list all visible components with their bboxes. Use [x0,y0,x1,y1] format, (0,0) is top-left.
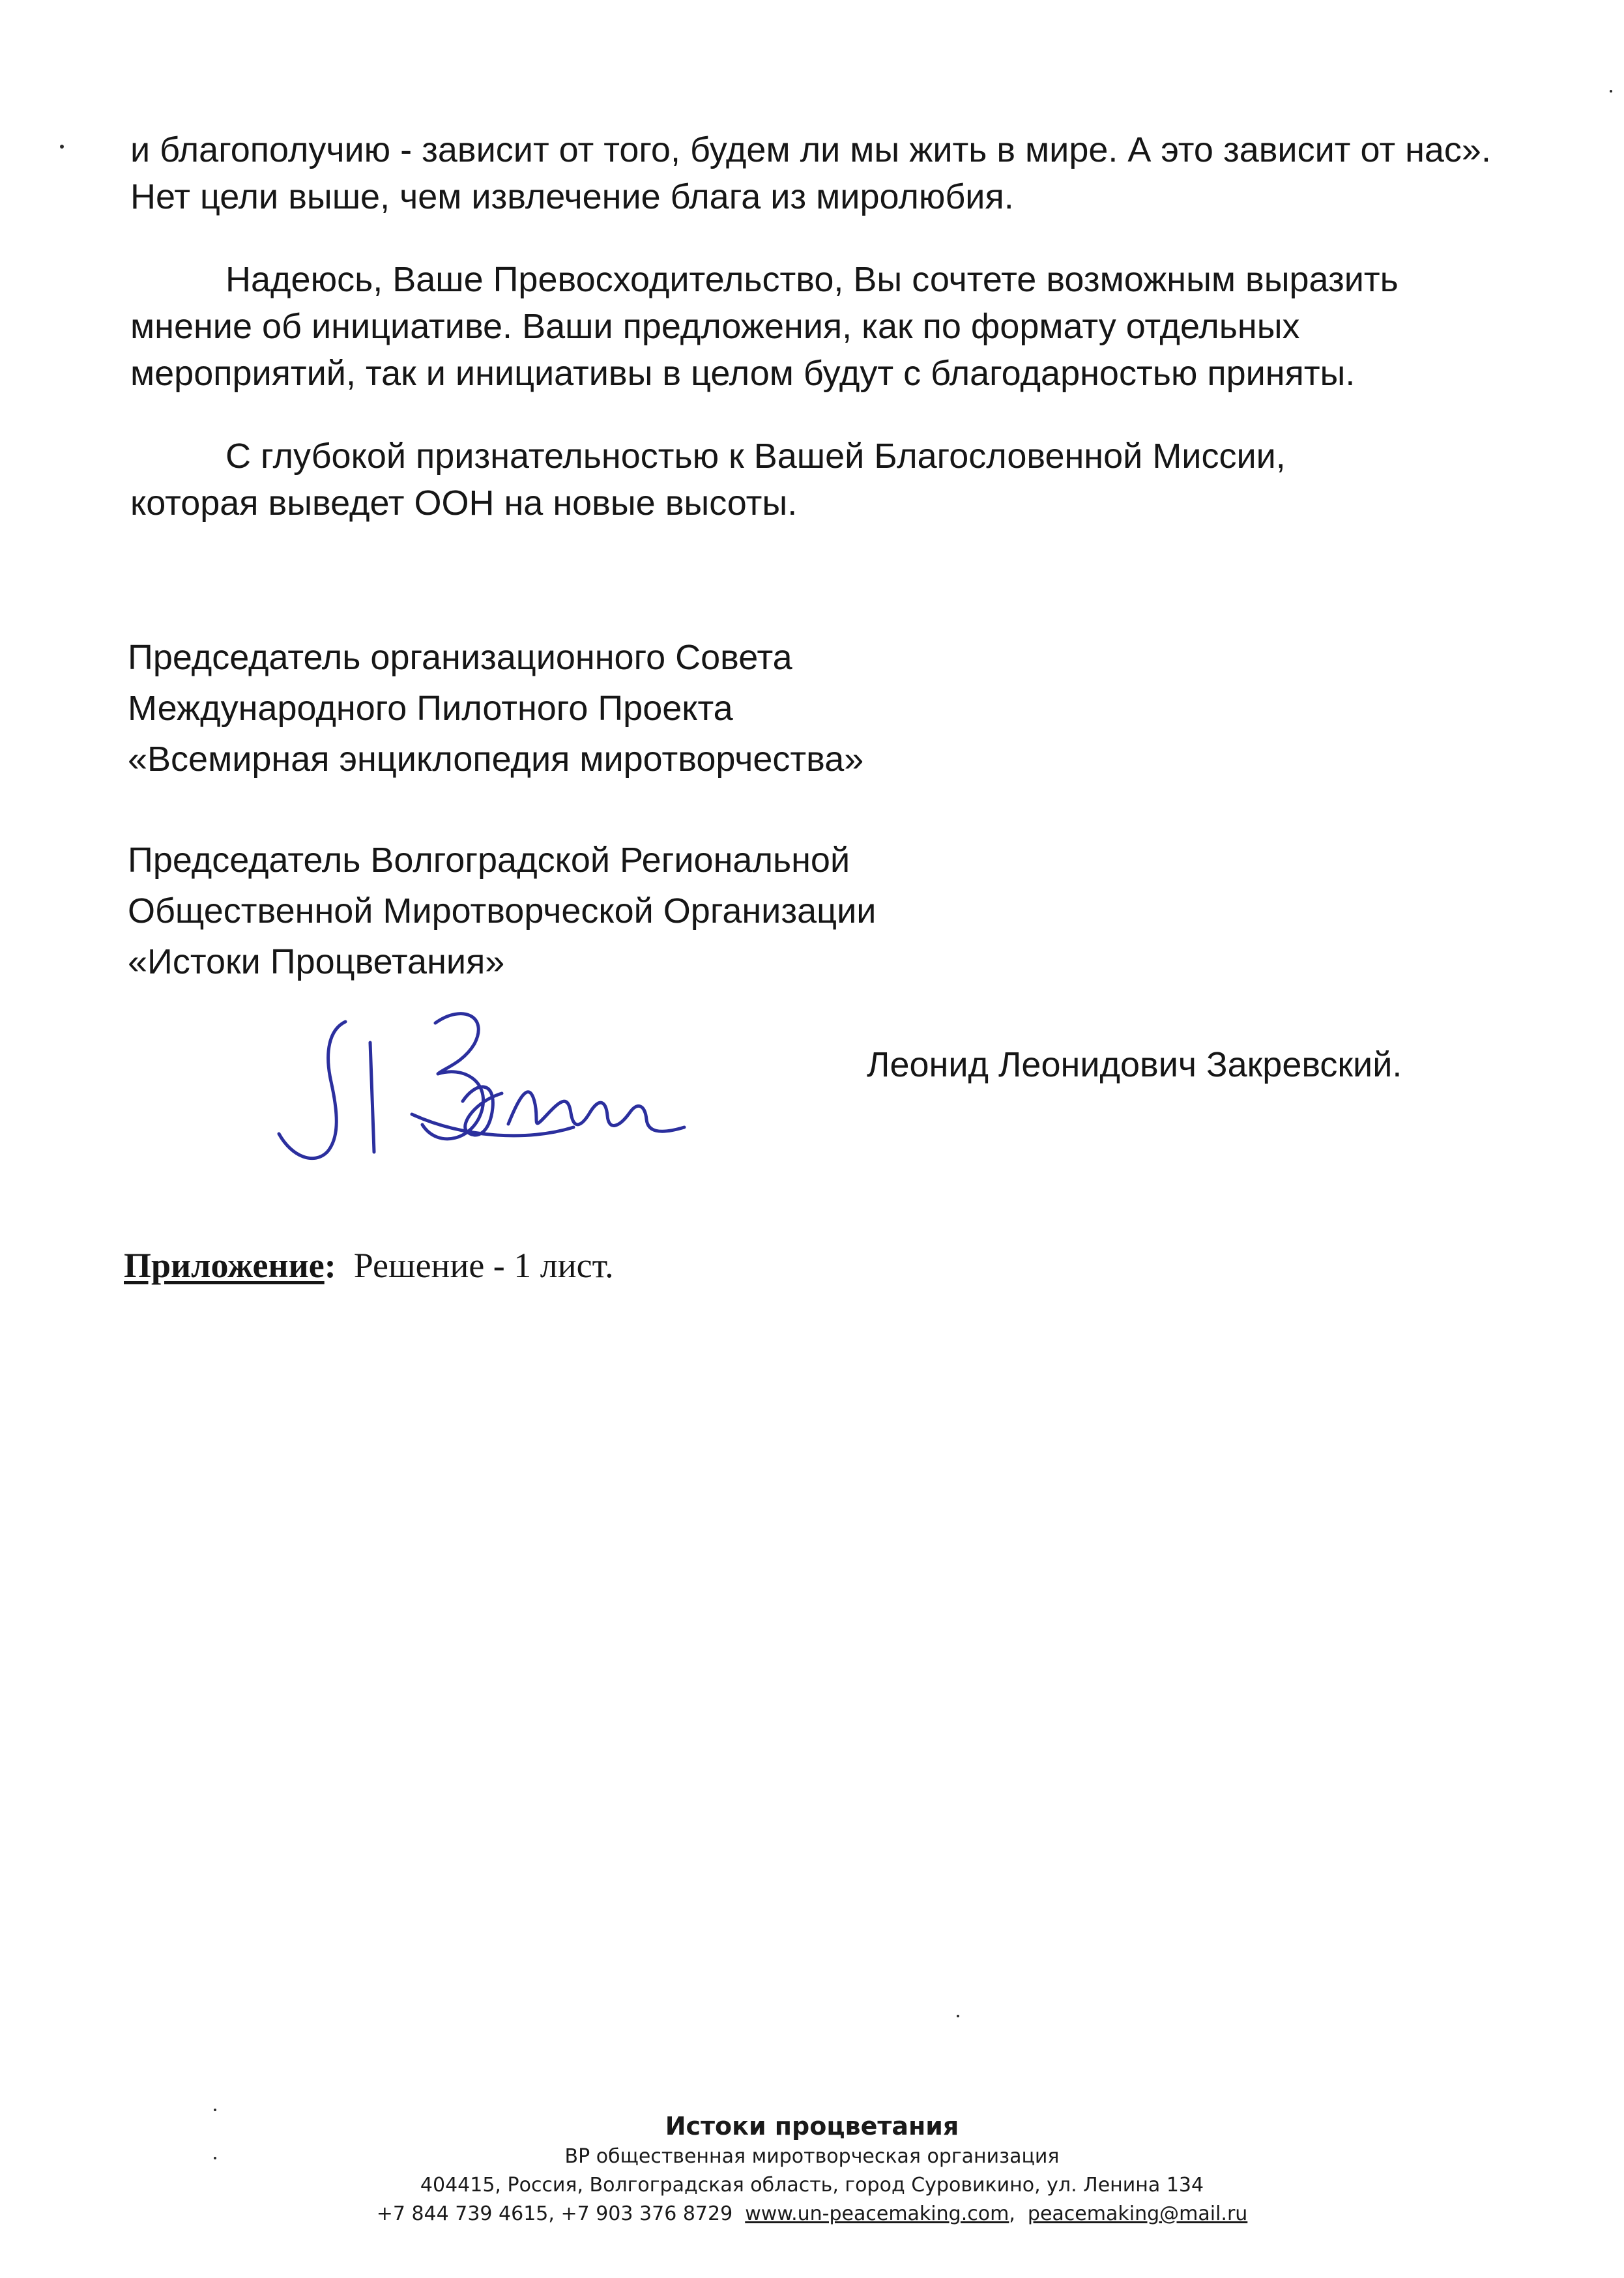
handwritten-signature [267,1003,776,1173]
scan-speck [214,2157,216,2159]
paragraph-continuation [130,126,1518,220]
attachment-text: Решение - 1 лист. [353,1246,614,1285]
title1-line-3: «Всемирная энциклопедия миротворчества» [128,740,864,779]
attachment-label: Приложение [124,1246,325,1285]
title1-line-1: Председатель организационного Совета [128,638,792,677]
title2-line-3: «Истоки Процветания» [128,942,505,981]
signer-title-organization [128,835,876,987]
footer-org-name: Истоки процветания [665,2112,959,2141]
signer-name: Леонид Леонидович Закревский. [867,1045,1402,1084]
footer-org-type: ВР общественная миротворческая организация [564,2145,1060,2168]
paragraph-closing [130,433,1518,526]
scan-speck [214,2109,216,2111]
scan-speck [957,2015,959,2017]
paragraph-3-line-1: С глубокой признательностью к Вашей Благословенной Миссии, [225,437,1286,476]
footer-phones: +7 844 739 4615, +7 903 376 8729 [376,2202,733,2225]
attachment-note: Приложение: Решение - 1 лист. [124,1246,614,1285]
paragraph-1-text: и благополучию - зависит от того, будем ли мы жить в мире. А это зависит от нас». Нет цели выше, чем извлечение блага из миролюбия. [130,130,1491,216]
paragraph-3-line-2: которая выведет ООН на новые высоты. [130,483,798,523]
paragraph-request [130,256,1518,397]
scan-speck [1610,90,1612,93]
title2-line-1: Председатель Волгоградской Региональной [128,841,850,880]
letterhead-footer [0,2110,1624,2228]
title2-line-2: Общественной Миротворческой Организации [128,891,877,930]
footer-website-link[interactable]: www.un-peacemaking.com [745,2202,1009,2225]
paragraph-2-text: Надеюсь, Ваше Превосходительство, Вы сочтете возможным выразить мнение об инициативе. Ваши предложения, как по формату отдельных мероприятий, так и инициативы в целом будут с благодарностью приняты. [130,260,1399,393]
signer-title-council [128,632,863,785]
footer-email-link[interactable]: peacemaking@mail.ru [1027,2202,1248,2225]
scan-speck [60,145,64,149]
footer-address: 404415, Россия, Волгоградская область, город Суровикино, ул. Ленина 134 [420,2174,1204,2197]
footer-contacts: +7 844 739 4615, +7 903 376 8729 www.un-peacemaking.com, peacemaking@mail.ru [376,2202,1248,2225]
title1-line-2: Международного Пилотного Проекта [128,689,733,728]
